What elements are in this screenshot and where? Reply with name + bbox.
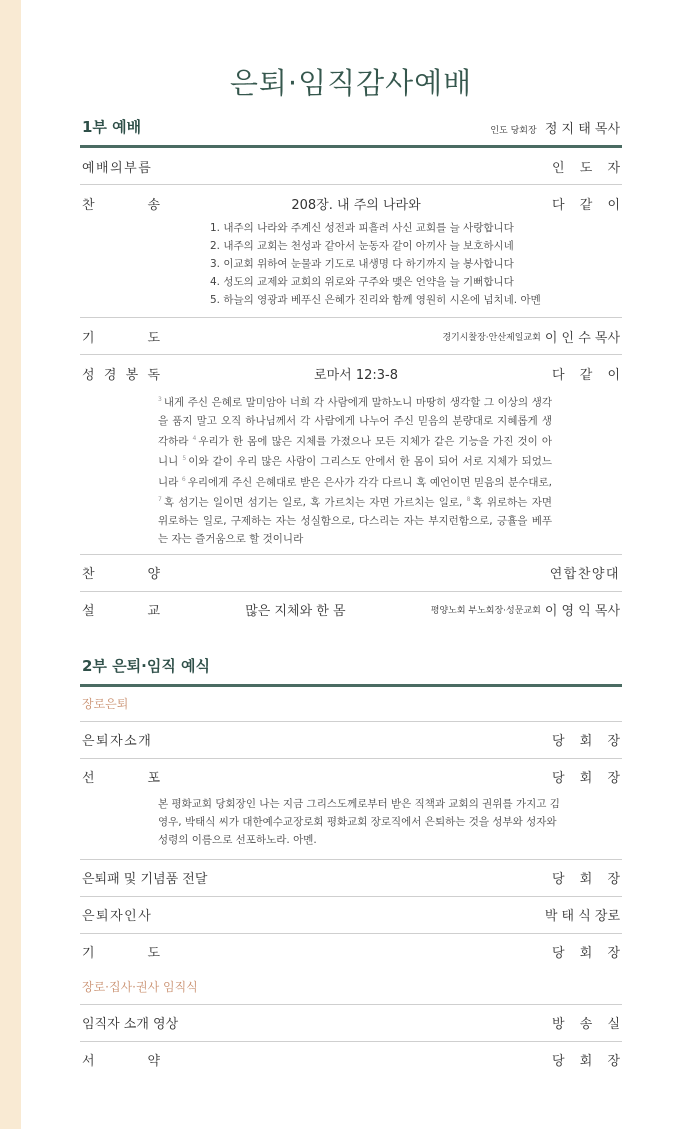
hymn-line: 3. 이교회 위하여 눈물과 기도로 내생명 다 하기까지 늘 봉사합니다 (210, 258, 514, 270)
order-prayer (80, 318, 622, 354)
anthem-label: 찬 양 (82, 567, 160, 582)
prayer-affiliation: 경기시찰장·안산제일교회 (442, 332, 541, 343)
scripture-reference: 로마서 12:3-8 (314, 367, 398, 383)
part1-header (80, 113, 622, 137)
side-decor-strip (0, 0, 21, 1129)
plaque-label: 은퇴패 및 기념품 전달 (82, 872, 208, 887)
presider-affiliation: 인도 당회장 (490, 126, 537, 136)
hymn-line: 1. 내주의 나라와 주계신 성전과 피흘려 사신 교회를 늘 사랑합니다 (210, 222, 514, 234)
declaration-text: 본 평화교회 당회장인 나는 지금 그리스도께로부터 받은 직책과 교회의 권위를 가지고 김영우, 박태식 씨가 대한예수교장로회 평화교회 장로직에서 은퇴하는 것을 성부와 성자와 성령의 이름으로 선포하노라. 아멘. (158, 797, 560, 846)
plaque-role: 당 회 장 (552, 872, 620, 887)
section-retirement-title: 장로은퇴 (82, 696, 129, 711)
hymn-title: 208장. 내 주의 나라와 (291, 197, 421, 213)
order-sermon (80, 592, 622, 628)
order-plaque (80, 860, 622, 896)
order-scripture (80, 355, 622, 554)
part1-title: 1부 예배 (82, 118, 142, 136)
preacher-name: 이 영 익 목사 (544, 604, 620, 619)
greeting-role: 박 태 식 장로 (544, 909, 620, 924)
vow-label: 서 약 (82, 1054, 160, 1069)
intro-label: 은퇴자소개 (82, 734, 153, 749)
order-hymn (80, 185, 622, 317)
intro-role: 당 회 장 (552, 734, 620, 749)
order-retiree-intro (80, 722, 622, 758)
part2-prayer-role: 당 회 장 (552, 946, 620, 961)
page-title: 은퇴·임직감사예배 (229, 66, 473, 100)
hymn-role: 다 같 이 (552, 197, 620, 213)
order-call-to-worship (80, 148, 622, 184)
order-vow (80, 1042, 622, 1078)
declaration-label: 선 포 (82, 771, 160, 786)
prayer-name: 이 인 수 목사 (544, 330, 620, 346)
declaration-role: 당 회 장 (552, 771, 620, 786)
hymn-line: 2. 내주의 교회는 천성과 같아서 눈동자 같이 아끼사 늘 보호하시네 (210, 240, 514, 252)
call-label: 예배의부름 (82, 160, 153, 176)
hymn-line: 5. 하늘의 영광과 베푸신 은혜가 진리와 함께 영원히 시온에 넘치네. 아멘 (210, 294, 541, 306)
order-part2-prayer (80, 934, 622, 970)
presider (490, 118, 620, 137)
scripture-label: 성 경 봉 독 (82, 367, 160, 383)
anthem-role: 연합찬양대 (549, 567, 620, 582)
order-retiree-greeting (80, 897, 622, 933)
hymn-label: 찬 송 (82, 197, 160, 213)
sermon-title: 많은 지체와 한 몸 (245, 604, 346, 619)
call-role: 인 도 자 (552, 160, 620, 176)
bulletin-page (80, 0, 622, 1078)
prayer-label: 기 도 (82, 330, 160, 346)
scripture-text: $^3$ 내게 주신 은혜로 말미암아 너희 각 사람에게 말하노니 마땅히 생각할 그 이상의 생각을 품지 말고 오직 하나님께서 각 사람에게 나누어 주신 믿음의 분량대로 지혜롭게 생각하라 $^4$ 우리가 한 몸에 많은 지체를 가졌으나 모든 지체가 같은 기능을 가진 것이 아니니 $^5$ 이와 같이 우리 많은 사람이 그리스도 안에서 한 몸이 되어 서로 지체가 되었느니라 $^6$ 우리에게 주신 은혜대로 받은 은사가 각각 다르니 혹 예언이면 믿음의 분수대로, $^7$ 혹 섬기는 일이면 섬기는 일로, 혹 가르치는 자면 가르치는 일로, $^8$ 혹 위로하는 자면 위로하는 일로, 구제하는 자는 성실함으로, 다스리는 자는 부지런함으로, 긍휼을 베푸는 자는 즐거움으로 할 것이니라 (158, 396, 553, 545)
preacher (431, 600, 620, 619)
order-anthem (80, 555, 622, 591)
order-ordinand-video (80, 1005, 622, 1041)
section-ordination-title: 장로·집사·권사 임직식 (82, 979, 198, 994)
part2-header (80, 652, 622, 676)
order-declaration (80, 759, 622, 859)
greeting-label: 은퇴자인사 (82, 909, 153, 924)
scripture-role: 다 같 이 (552, 367, 620, 383)
sermon-label: 설 교 (82, 604, 160, 619)
hymn-line: 4. 성도의 교제와 교회의 위로와 구주와 맺은 언약을 늘 기뻐합니다 (210, 276, 514, 288)
vow-role: 당 회 장 (552, 1054, 620, 1069)
part2-prayer-label: 기 도 (82, 946, 160, 961)
hymn-lyrics (80, 219, 622, 317)
preacher-affiliation: 평양노회 부노회장·성문교회 (430, 606, 541, 616)
prayer-leader (442, 327, 620, 346)
video-label: 임직자 소개 영상 (82, 1017, 179, 1032)
part1-section (80, 113, 622, 628)
part2-title: 2부 은퇴·임직 예식 (82, 656, 211, 675)
part2-section (80, 652, 622, 1078)
presider-name: 정 지 태 목사 (544, 122, 620, 137)
video-role: 방 송 실 (552, 1017, 620, 1032)
